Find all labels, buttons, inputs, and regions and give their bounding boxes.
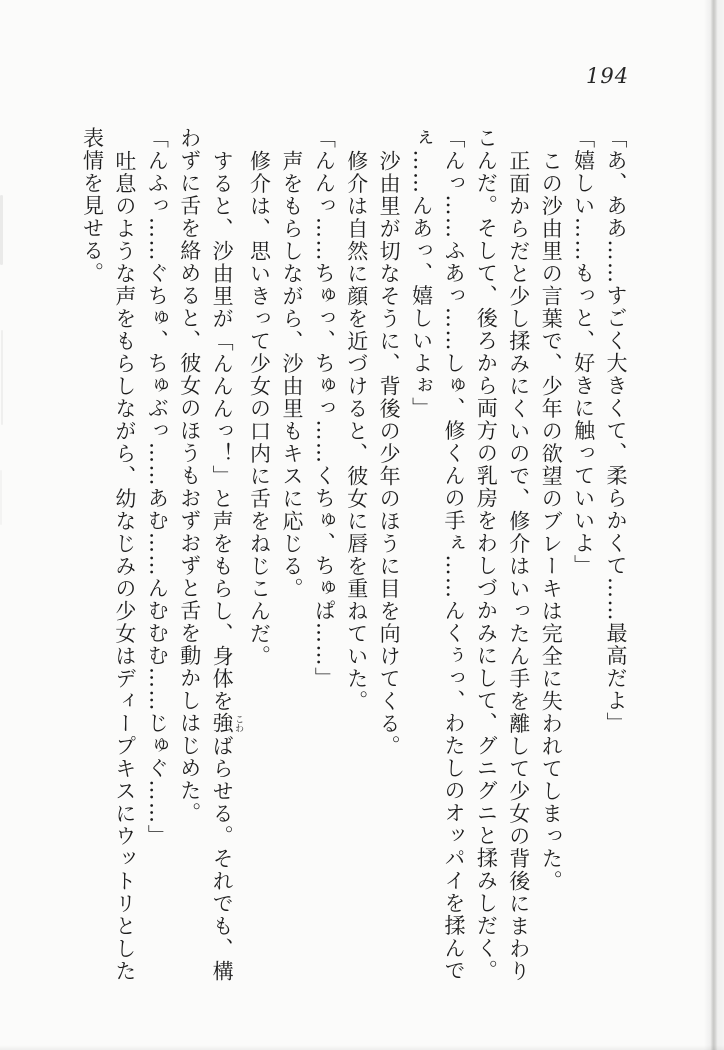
text-column: 表情を見せる。 bbox=[80, 127, 105, 285]
text-column: この沙由里の言葉で、少年の欲望のブレーキは完全に失われてしまった。 bbox=[539, 149, 564, 892]
text-column: 正面からだと少し揉みにくいので、修介はいったん手を離して少女の背後にまわり bbox=[506, 149, 531, 982]
text-column: 修介は、思いきって少女の口内に舌をねじこんだ。 bbox=[247, 149, 272, 667]
text-column: 吐息のような声をもらしながら、幼なじみの少女はディープキスにウットリとした bbox=[112, 149, 137, 982]
page-number: 194 bbox=[586, 64, 630, 88]
text-column: 「嬉しい……もっと、好きに触っていいよ」 bbox=[571, 127, 596, 577]
text-column: すると、沙由里が「んんんっ！」と声をもらし、身体を強 こわばらせる。それでも、構 bbox=[210, 149, 244, 982]
text-column: ぇ……んあっ、嬉しいよぉ」 bbox=[409, 127, 434, 420]
text-column: 「んっ……ふあっ……しゅ、修くんの手ぇ……んくぅっ、わたしのオッパイを揉んで bbox=[441, 127, 466, 982]
ruby-furigana: 強 こわ bbox=[210, 712, 244, 735]
text-block bbox=[81, 127, 632, 1007]
scan-artifact bbox=[0, 470, 2, 525]
text-column: 声をもらしながら、沙由里もキスに応じる。 bbox=[279, 149, 304, 600]
text-column: 「んんっ……ちゅっ、ちゅっ……くちゅ、ちゅぱ……」 bbox=[312, 127, 337, 690]
text-column: こんだ。そして、後ろから両方の乳房をわしづかみにして、グニグニと揉みしだく。 bbox=[474, 127, 499, 982]
scan-artifact bbox=[0, 195, 3, 265]
text-column: 「んふっ……ぐちゅ、ちゅぶっ……あむ……んむむむ……じゅぐ……」 bbox=[145, 127, 170, 847]
text-column: わずに舌を絡めると、彼女のほうもおずおずと舌を動かしはじめた。 bbox=[177, 127, 202, 825]
page-edge-shadow bbox=[704, 0, 724, 1050]
scan-artifact bbox=[1, 330, 3, 425]
text-column: 「あ、ああ……すごく大きくて、柔らかくて……最高だよ」 bbox=[604, 127, 628, 735]
text-column: 沙由里が切なそうに、背後の少年のほうに目を向けてくる。 bbox=[377, 149, 402, 757]
page-bottom-shade bbox=[0, 1045, 724, 1050]
text-column: 修介は自然に顔を近づけると、彼女に唇を重ねていた。 bbox=[344, 149, 369, 712]
